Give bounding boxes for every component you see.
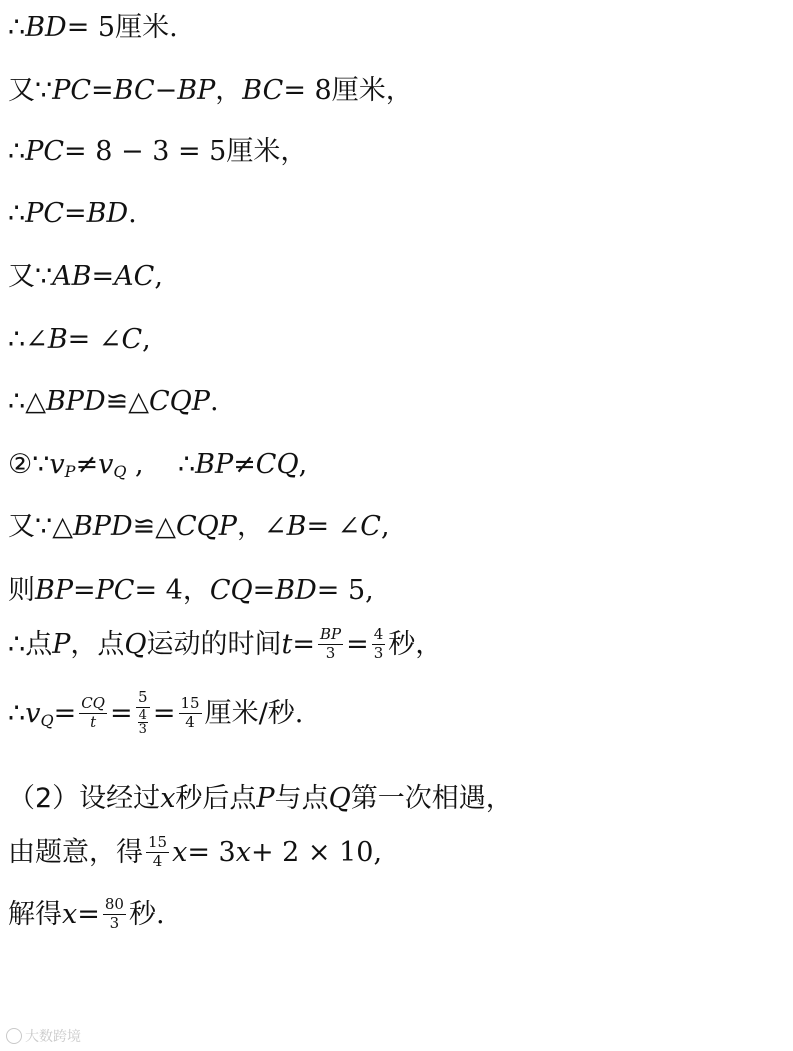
numerator: 15 <box>180 694 200 713</box>
end-punct: , <box>154 261 163 292</box>
watermark-logo-icon <box>6 1028 22 1044</box>
equals-sign: = <box>73 575 96 606</box>
inner-numerator: 4 <box>138 707 147 723</box>
segment-bp: BP <box>35 575 74 606</box>
therefore-symbol: ∴ <box>8 198 26 229</box>
end-punct: . <box>209 386 219 417</box>
segment-pc: PC <box>25 198 65 229</box>
angle-b: B <box>47 324 68 355</box>
congruent-symbol: ≌△ <box>132 511 176 542</box>
fraction-bp-over-3 <box>318 627 343 662</box>
equals-sign: = <box>77 898 100 930</box>
because-symbol: ∵ <box>35 261 53 292</box>
numerator: 80 <box>104 895 124 913</box>
segment-ab: AB <box>52 261 92 292</box>
numerator: 5 <box>137 688 148 706</box>
velocity-v: v <box>98 449 114 480</box>
equals-sign: = <box>292 628 315 660</box>
denominator-fraction <box>136 708 150 737</box>
equals-sign: = <box>346 628 369 660</box>
end-punct: ， <box>485 783 513 814</box>
end-punct: , <box>373 836 383 868</box>
part-two-label: （2）设经过 <box>8 783 161 814</box>
variable-x: x <box>172 836 188 868</box>
because-symbol: ∵ <box>35 511 53 542</box>
triangle-cqp: CQP <box>176 511 237 542</box>
end-punct: , <box>365 575 374 606</box>
segment-bd: BD <box>25 12 67 43</box>
end-punct: . <box>294 698 304 730</box>
comma: ， <box>236 511 264 542</box>
unit-text: 秒 <box>388 628 416 660</box>
denominator: 4 <box>152 851 163 870</box>
angle-symbol: ∠ <box>25 324 48 355</box>
watermark <box>6 1026 81 1046</box>
equals-angle: = ∠ <box>306 511 361 542</box>
unit-text: 秒 <box>128 898 156 930</box>
equals-value: = 8 <box>283 75 332 106</box>
therefore-symbol: ∴ <box>8 12 26 43</box>
segment-pc: PC <box>52 75 92 106</box>
segment-bc: BC <box>113 75 155 106</box>
variable-x: x <box>62 898 78 930</box>
subscript-p: P <box>64 461 76 481</box>
fraction-4-over-3 <box>372 627 386 662</box>
separator: , <box>126 449 178 480</box>
variable-x: x <box>160 783 176 814</box>
solution-line-14 <box>8 835 382 870</box>
minus-sign: − <box>154 75 178 106</box>
segment-pc: PC <box>25 136 65 167</box>
equals-sign: = <box>91 261 115 292</box>
segment-cq: CQ <box>209 575 253 606</box>
segment-ac: AC <box>114 261 155 292</box>
solution-line-12 <box>8 690 303 737</box>
angle-c: C <box>360 511 381 542</box>
first-meeting-text: 第一次相遇 <box>350 783 486 814</box>
solution-line-6 <box>8 326 151 353</box>
solution-line-13 <box>8 785 513 812</box>
from-problem-text: 由题意，得 <box>8 836 143 868</box>
triangle-bpd: BPD <box>72 511 133 542</box>
equals-sign: = <box>109 698 133 730</box>
end-punct: . <box>155 898 165 930</box>
end-punct: . <box>128 198 137 229</box>
solution-line-2 <box>8 77 413 104</box>
end-punct: , <box>298 449 308 480</box>
triangle-bpd: BPD <box>45 386 106 417</box>
solution-line-1 <box>8 14 178 41</box>
segment-pc: PC <box>95 575 135 606</box>
fraction-15-over-4 <box>146 835 169 870</box>
end-punct: ， <box>415 628 443 660</box>
text-with-point: 与点 <box>274 783 329 814</box>
unit-text: 厘米/秒 <box>204 698 295 730</box>
subscript-q: Q <box>113 461 127 481</box>
therefore-symbol: ∴ <box>8 136 26 167</box>
equals-sign: = <box>152 698 176 730</box>
angle-symbol: ∠ <box>263 511 287 542</box>
equals-value: = 5 <box>66 12 116 43</box>
equals-value: = 5 <box>316 575 366 606</box>
equals-value: = 3 <box>187 836 236 868</box>
therefore-symbol: ∴ <box>177 449 196 480</box>
denominator: 3 <box>109 913 120 932</box>
solve-text: 解得 <box>8 898 62 930</box>
then-text: 则 <box>8 575 35 606</box>
again-text: 又 <box>8 511 35 542</box>
segment-bd: BD <box>86 198 129 229</box>
velocity-v: v <box>25 698 41 730</box>
solution-line-8 <box>8 449 308 481</box>
unit-text: 厘米 <box>115 12 170 43</box>
again-text: 又 <box>8 261 35 292</box>
not-equal: ≠ <box>75 449 99 480</box>
segment-cq: CQ <box>255 449 299 480</box>
not-equal: ≠ <box>233 449 256 480</box>
angle-b: B <box>286 511 307 542</box>
therefore-symbol: ∴ <box>8 386 26 417</box>
denominator: 3 <box>373 643 384 662</box>
circled-two: ② <box>8 449 33 480</box>
segment-bd: BD <box>275 575 317 606</box>
because-symbol: ∵ <box>32 449 50 480</box>
denominator: t <box>90 713 97 732</box>
numerator: BP <box>319 625 342 643</box>
unit-text: 厘米 <box>331 75 386 106</box>
solution-line-9 <box>8 513 390 540</box>
numerator: 4 <box>373 625 384 643</box>
fraction-15-over-4 <box>179 696 202 731</box>
solution-line-3 <box>8 138 307 165</box>
denominator: 3 <box>325 643 336 662</box>
comma: ， <box>70 628 98 660</box>
segment-bp: BP <box>195 449 234 480</box>
solution-line-7 <box>8 388 219 415</box>
equals-sign: = <box>53 698 77 730</box>
point-text: 点 <box>25 628 53 660</box>
denominator: 4 <box>185 713 195 732</box>
solution-line-15 <box>8 897 165 932</box>
triangle-symbol: △ <box>52 511 73 542</box>
watermark-text: 大数跨境 <box>25 1029 81 1045</box>
therefore-symbol: ∴ <box>8 698 26 730</box>
end-punct: ， <box>280 136 308 167</box>
equals-sign: = <box>91 75 114 106</box>
triangle-symbol: △ <box>25 386 46 417</box>
equals-angle: = ∠ <box>67 324 122 355</box>
triangle-cqp: CQP <box>149 386 210 417</box>
calculation: = 8 − 3 = 5 <box>64 136 227 167</box>
equals-value: = 4 <box>134 575 183 606</box>
equals-sign: = <box>64 198 87 229</box>
solution-line-5 <box>8 263 163 290</box>
point-q: Q <box>328 783 351 814</box>
variable-x: x <box>235 836 251 868</box>
inner-denominator: 3 <box>138 722 147 738</box>
fraction-80-over-3 <box>103 897 126 932</box>
unit-text: 厘米 <box>226 136 281 167</box>
end-punct: . <box>169 12 178 43</box>
end-punct: , <box>142 324 151 355</box>
compound-fraction <box>136 690 150 737</box>
because-symbol: ∵ <box>35 75 53 106</box>
numerator: CQ <box>81 694 105 713</box>
motion-time-text: 运动的时间 <box>146 628 282 660</box>
comma: ， <box>182 575 210 606</box>
text-after-x: 秒后点 <box>175 783 257 814</box>
angle-c: C <box>121 324 143 355</box>
comma: ， <box>215 75 243 106</box>
again-text: 又 <box>8 75 35 106</box>
therefore-symbol: ∴ <box>8 324 26 355</box>
point-q: Q <box>124 628 147 660</box>
point-text: 点 <box>97 628 125 660</box>
subscript-q: Q <box>40 710 54 730</box>
end-punct: ， <box>385 75 413 106</box>
segment-bc-2: BC <box>242 75 284 106</box>
equation-rest: + 2 × 10 <box>250 836 374 868</box>
solution-line-11 <box>8 627 442 662</box>
equals-sign: = <box>252 575 276 606</box>
solution-line-4 <box>8 200 137 227</box>
congruent-symbol: ≌△ <box>105 386 149 417</box>
velocity-v: v <box>49 449 65 480</box>
therefore-symbol: ∴ <box>8 628 26 660</box>
segment-bp: BP <box>177 75 216 106</box>
point-p: P <box>52 628 71 660</box>
point-p: P <box>256 783 275 814</box>
fraction-cq-over-t <box>79 696 107 731</box>
numerator: 15 <box>148 833 168 851</box>
solution-line-10 <box>8 577 374 604</box>
time-t: t <box>281 628 293 660</box>
end-punct: , <box>380 511 390 542</box>
